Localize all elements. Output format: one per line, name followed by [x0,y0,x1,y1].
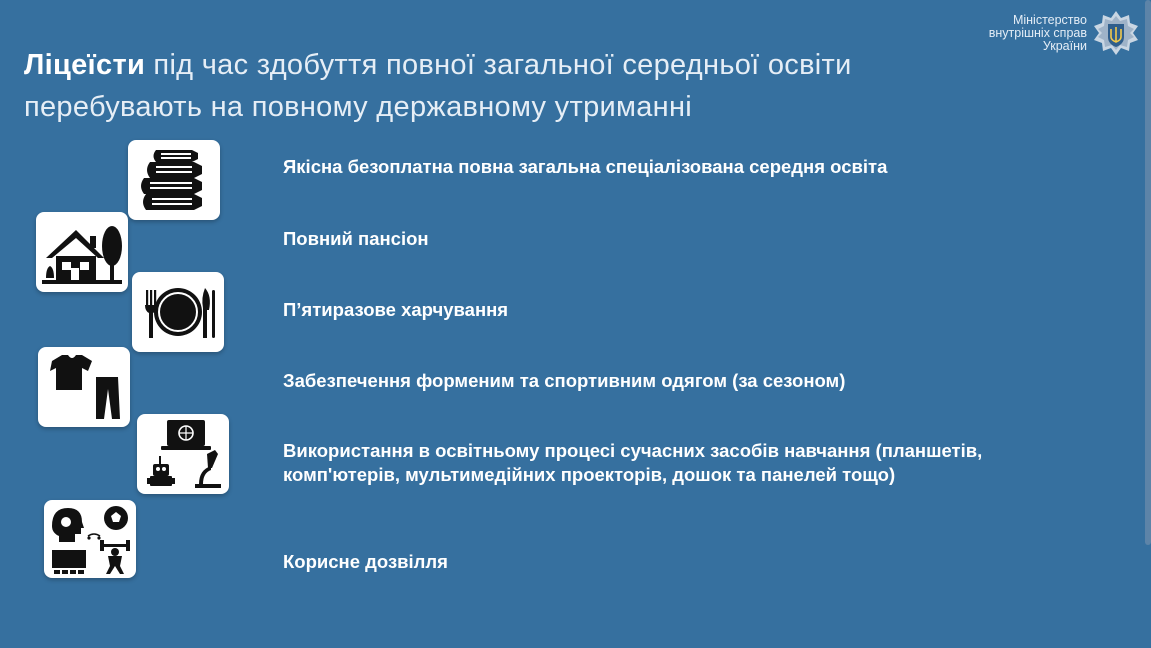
page-title [24,44,984,128]
books-icon [128,140,220,220]
ministry-line: внутрішніх справ [988,26,1087,40]
benefit-leisure: Корисне дозвілля [283,551,448,572]
ministry-line: Міністерство [1012,13,1087,27]
benefit-education: Якісна безоплатна повна загальна спеціалізована середня освіта [283,156,888,177]
ministry-line: України [1042,39,1087,53]
benefit-meals: П’ятиразове харчування [283,299,509,320]
ministry-emblem-icon [1093,10,1139,56]
house-icon [36,212,128,292]
ministry-name [989,14,1087,53]
title-line-1: під час здобуття повної загальної середньої освіти [145,49,852,81]
benefit-clothing: Забезпечення форменим та спортивним одягом (за сезоном) [283,370,846,391]
plate-cutlery-icon [132,272,224,352]
leisure-icon [44,500,136,578]
title-line-2: перебувають на повному державному утриманні [24,91,693,123]
clothing-icon [38,347,130,427]
title-emphasis: Ліцеїсти [24,49,146,81]
benefit-boarding: Повний пансіон [283,228,429,249]
vertical-scrollbar[interactable] [1145,0,1151,545]
learning-tools-icon [137,414,229,494]
benefit-learning-tools: Використання в освітньому процесі сучасних засобів навчання (планшетів, комп'ютерів, мультимедійних проекторів, дошок та панелей тощо) [283,440,983,485]
